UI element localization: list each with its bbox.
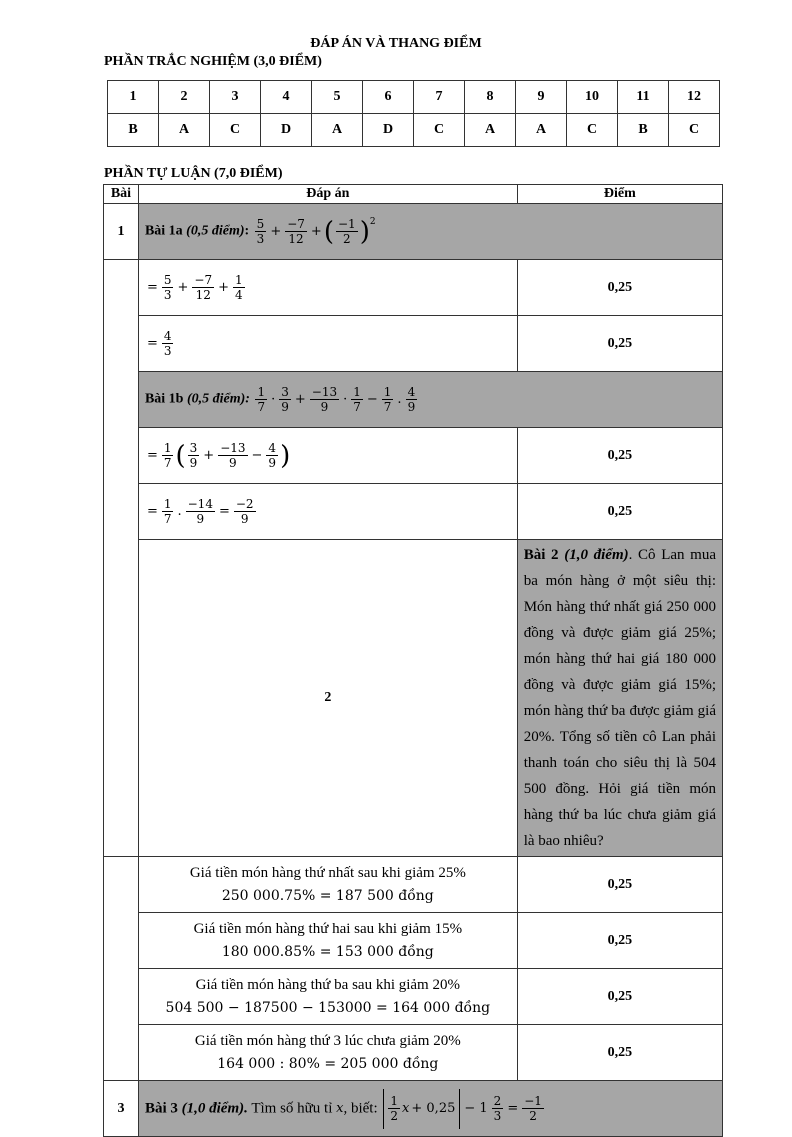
b2-row — [104, 540, 723, 857]
b1b-step1-row — [104, 428, 723, 484]
b3-label: Bài 3 — [144, 1099, 178, 1116]
b1a-step1-row — [104, 260, 723, 316]
mc-answer: A — [159, 114, 210, 147]
mc-number: 9 — [516, 81, 567, 114]
essay-table — [103, 184, 723, 1137]
mc-number: 12 — [669, 81, 720, 114]
b2-text: . Cô Lan mua ba món hàng ở một siêu thị: Món hàng thứ nhất giá 250 000 đồng và được giảm giá 25%; món hàng thứ hai giá 180 000 đồng và được giảm giá 15%; món hàng thứ ba được giảm giá 20%. Tổng số tiền cô Lan phải thanh toán cho siêu thị là 504 500 đồng. Hỏi giá tiền món hàng thứ ba lúc chưa giảm giá là bao nhiêu? — [523, 547, 717, 849]
b2-step2: Giá tiền món hàng thứ hai sau khi giảm 15% 180 000.85% = 153 000 đồng — [138, 913, 517, 969]
b2-label: Bài 2 — [523, 547, 559, 563]
mc-number-row — [108, 81, 720, 114]
b2-step-row — [104, 857, 723, 913]
b1a-step1: = $\frac{5}{3}$ + $\frac{-7}{12}$ + $\frac{1}{4}$ — [138, 260, 517, 316]
essay-header-row — [104, 185, 723, 204]
mc-answer: B — [618, 114, 669, 147]
b1a-points: (0,5 điểm) — [186, 223, 245, 239]
mc-number: 4 — [261, 81, 312, 114]
mc-number: 3 — [210, 81, 261, 114]
b1b-question — [138, 372, 722, 428]
col-bai-header: Bài — [104, 185, 139, 204]
col-dapan-header: Đáp án — [138, 185, 517, 204]
mc-answer-table — [107, 80, 720, 147]
b3-question: Bài 3 (1,0 điểm). Tìm số hữu tỉ x, biết: $\frac{1}{2}$ x + 0,25 − 1 $\frac{2}{3}$ = $\frac{-1}{2}$ — [138, 1081, 722, 1137]
b2-step-row — [104, 913, 723, 969]
b1a-label: Bài 1a — [144, 223, 183, 239]
b1b-expression: $\frac{1}{7}$ · $\frac{3}{9}$ + $\frac{-13}{9}$ · $\frac{1}{7}$ − $\frac{1}{7}$ . $\frac{4}{9}$ — [257, 385, 416, 414]
mc-answer: C — [210, 114, 261, 147]
b1b-step2: = $\frac{1}{7}$ . $\frac{-14}{9}$ = $\frac{-2}{9}$ — [138, 484, 517, 540]
mc-answer-row — [108, 114, 720, 147]
b2-step1: Giá tiền món hàng thứ nhất sau khi giảm 25% 250 000.75% = 187 500 đồng — [138, 857, 517, 913]
b2-step3: Giá tiền món hàng thứ ba sau khi giảm 20% 504 500 − 187500 − 153000 = 164 000 đồng — [138, 969, 517, 1025]
mc-number: 6 — [363, 81, 414, 114]
mc-answer: C — [414, 114, 465, 147]
mc-answer: C — [567, 114, 618, 147]
b1a-question: Bài 1a (0,5 điểm): $\frac{5}{3}$ + $\frac{-7}{12}$ + ( $\frac{-1}{2}$ ) 2 — [138, 204, 722, 260]
mc-answer: A — [312, 114, 363, 147]
b3-text: Tìm số hữu tỉ — [247, 1099, 337, 1116]
b3-points: (1,0 điểm). — [181, 1099, 248, 1116]
b2-points: (1,0 điểm) — [564, 547, 629, 563]
mc-number: 7 — [414, 81, 465, 114]
mc-answer: D — [261, 114, 312, 147]
b2-blank-cell — [104, 857, 139, 1081]
essay-section-title: PHẦN TỰ LUẬN (7,0 ĐIỂM) — [104, 166, 283, 181]
col-diem-header: Điểm — [517, 185, 722, 204]
b2-step4: Giá tiền món hàng thứ 3 lúc chưa giảm 20% 164 000 : 80% = 205 000 đồng — [138, 1025, 517, 1081]
b1a-row — [104, 204, 723, 260]
mc-answer: A — [516, 114, 567, 147]
b1a-step2: = $\frac{4}{3}$ — [138, 316, 517, 372]
mc-number: 2 — [159, 81, 210, 114]
b1a-step2-row — [104, 316, 723, 372]
b1-blank-cell — [104, 260, 139, 857]
b1b-points: (0,5 điểm): — [186, 391, 250, 407]
mc-number: 10 — [567, 81, 618, 114]
b3-expression: $\frac{1}{2}$ x + 0,25 − 1 $\frac{2}{3}$ = $\frac{-1}{2}$ — [381, 1089, 546, 1129]
b2-question — [517, 540, 722, 857]
b3-row — [104, 1081, 723, 1137]
b2-step-row — [104, 969, 723, 1025]
mc-answer: A — [465, 114, 516, 147]
score: 0,25 — [517, 913, 722, 969]
mc-number: 8 — [465, 81, 516, 114]
b1b-step2-row — [104, 484, 723, 540]
mc-section-title: PHẦN TRẮC NGHIỆM (3,0 ĐIỂM) — [104, 54, 322, 69]
b2-number: 2 — [138, 540, 517, 857]
mc-answer: B — [108, 114, 159, 147]
score: 0,25 — [517, 316, 722, 372]
b1b-step1: = $\frac{1}{7}$ ( $\frac{3}{9}$ + $\frac{-13}{9}$ − $\frac{4}{9}$ ) — [138, 428, 517, 484]
mc-number: 11 — [618, 81, 669, 114]
b3-number: 3 — [104, 1081, 139, 1137]
score: 0,25 — [517, 969, 722, 1025]
page-title: ĐÁP ÁN VÀ THANG ĐIỂM — [310, 36, 482, 51]
mc-number: 1 — [108, 81, 159, 114]
b1a-expression: $\frac{5}{3}$ + $\frac{-7}{12}$ + ( $\frac{-1}{2}$ ) 2 — [256, 216, 376, 247]
score: 0,25 — [517, 484, 722, 540]
b1b-row — [104, 372, 723, 428]
score: 0,25 — [517, 428, 722, 484]
score: 0,25 — [517, 1025, 722, 1081]
b2-step-row — [104, 1025, 723, 1081]
mc-number: 5 — [312, 81, 363, 114]
b1-number: 1 — [104, 204, 139, 260]
mc-answer: C — [669, 114, 720, 147]
b1b-label: Bài 1b — [144, 391, 184, 407]
score: 0,25 — [517, 260, 722, 316]
mc-answer: D — [363, 114, 414, 147]
score: 0,25 — [517, 857, 722, 913]
